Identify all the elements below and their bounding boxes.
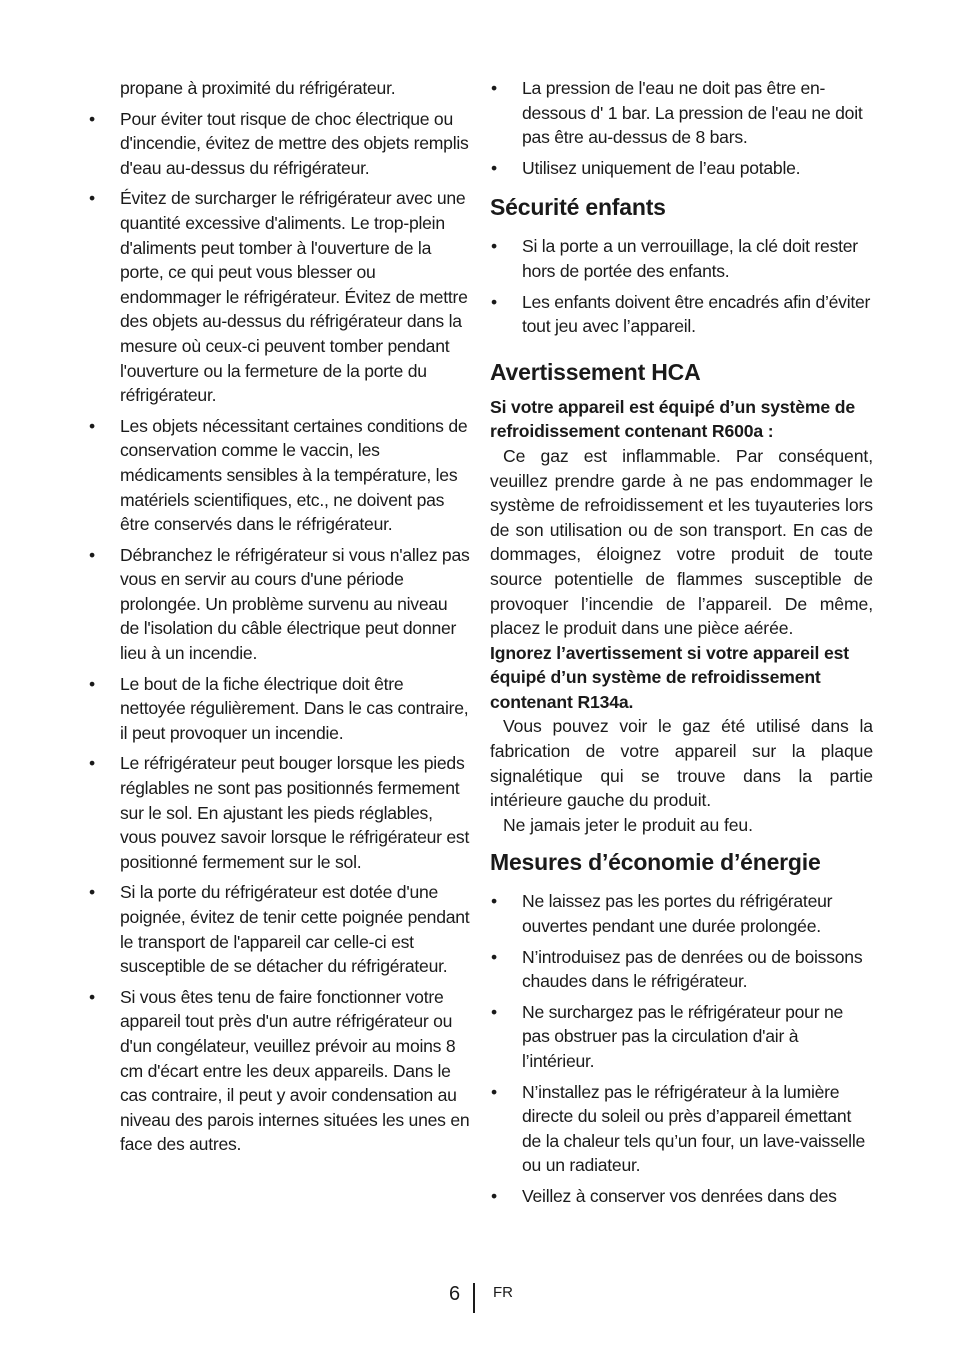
bullet-icon: • (491, 1081, 497, 1102)
bullet-icon: • (491, 1185, 497, 1206)
list-item: • Ne laissez pas les portes du réfrigérateur ouvertes pendant une durée prolongée. (491, 891, 833, 937)
list-item: • Les objets nécessitant certaines conditions de conservation comme le vaccin, les médicaments sensibles à la température, les matériels scientifiques, etc., ne doivent pas être conservés dans le réfrigérateur. (89, 415, 468, 535)
list-item: • Évitez de surcharger le réfrigérateur avec une quantité excessive d'aliments. Le trop-plein d'aliments peut tomber à l'ouverture de la porte, ce qui peut vous blesser ou endommager le réfrigérateur. Évitez de mettre des objets au-dessus du réfrigérateur dans la mesure où ceux-ci peuvent tomber pendant l'ouverture ou la fermeture de la porte du réfrigérateur. (89, 188, 468, 406)
bullet-icon: • (491, 291, 497, 312)
list-item: • N’introduisez pas de denrées ou de boissons chaudes dans le réfrigérateur. (491, 946, 863, 992)
bullet-icon: • (89, 673, 95, 694)
list-item: • Débranchez le réfrigérateur si vous n'allez pas vous en servir au cours d'une période prolongée. Un problème survenu au niveau de l'isolation du câble électrique peut donner lieu à un incendie. (89, 544, 470, 664)
energie-bullet-list (490, 889, 873, 1208)
list-item: • Si la porte a un verrouillage, la clé doit rester hors de portée des enfants. (491, 236, 858, 281)
securite-bullet-list (490, 234, 873, 338)
hca-paragraph: Vous pouvez voir le gaz été utilisé dans la fabrication de votre appareil sur la plaque signalétique qui se trouve dans la partie intérieure gauche du produit. (490, 716, 873, 811)
hca-paragraph: Ce gaz est inflammable. Par conséquent, veuillez prendre garde à ne pas endommager le système de refroidissement et les tuyauteries lors de son utilisation ou de son transport. En cas de dommages, éloignez votre produit de toute source potentielle de flammes susceptible de provoquer l’incendie de l’appareil. De même, placez le produit dans une pièce aérée. (490, 445, 873, 639)
water-bullet-list (490, 76, 873, 180)
list-item: • Le bout de la fiche électrique doit être nettoyée régulièrement. Dans le cas contraire, il peut provoquer un incendie. (89, 673, 469, 743)
list-item: • Veillez à conserver vos denrées dans des (490, 1184, 873, 1209)
bullet-icon: • (491, 1001, 497, 1022)
bullet-icon: • (491, 157, 497, 178)
bullet-icon: • (89, 415, 95, 436)
language-code: FR (493, 1284, 513, 1301)
bullet-icon: • (89, 188, 95, 209)
hca-bold-note: Ignorez l’avertissement si votre appareil est équipé d’un système de refroidissement contenant R134a. (490, 642, 849, 712)
footer-divider (473, 1283, 475, 1313)
bullet-icon: • (89, 986, 95, 1007)
list-item: • La pression de l'eau ne doit pas être en-dessous d' 1 bar. La pression de l'eau ne doit pas être au-dessus de 8 bars. (491, 78, 863, 148)
safety-bullet-list (88, 107, 470, 1157)
section-heading-avertissement-hca: Avertissement HCA (490, 358, 701, 385)
page-footer (0, 1283, 954, 1313)
list-item: • Si la porte du réfrigérateur est dotée d'une poignée, évitez de tenir cette poignée pendant le transport de l'appareil car celle-ci est susceptible de se détacher du réfrigérateur. (89, 882, 470, 977)
bullet-icon: • (89, 108, 95, 129)
list-item: • Le réfrigérateur peut bouger lorsque les pieds réglables ne sont pas positionnés fermement sur le sol. En ajustant les pieds réglables, vous pouvez savoir lorsque le réfrigérateur est positionné fermement sur le sol. (89, 753, 470, 872)
bullet-icon: • (89, 753, 95, 774)
list-item: • Utilisez uniquement de l’eau potable. (490, 156, 873, 181)
list-item: • Pour éviter tout risque de choc électrique ou d'incendie, évitez de mettre des objets remplis d'eau au-dessus du réfrigérateur. (89, 108, 469, 178)
list-item: • N’installez pas le réfrigérateur à la lumière directe du soleil ou près d’appareil émettant de la chaleur tels qu’un four, un lave-vaisselle ou un radiateur. (491, 1081, 866, 1176)
left-column (88, 76, 470, 1163)
continuation-text: propane à proximité du réfrigérateur. (120, 78, 396, 98)
bullet-icon: • (89, 544, 95, 565)
list-item: • Les enfants doivent être encadrés afin d’éviter tout jeu avec l’appareil. (491, 291, 871, 337)
right-column (490, 76, 873, 1215)
section-heading-economie-energie: Mesures d’économie d’énergie (490, 849, 821, 876)
bullet-icon: • (491, 891, 497, 912)
list-item: • Ne surchargez pas le réfrigérateur pour ne pas obstruer pas la circulation d'air à l’intérieur. (491, 1001, 844, 1071)
hca-bold-intro: Si votre appareil est équipé d’un système de refroidissement contenant R600a : (490, 396, 855, 442)
bullet-icon: • (491, 78, 497, 98)
hca-paragraph: Ne jamais jeter le produit au feu. (503, 814, 753, 835)
section-heading-securite-enfants: Sécurité enfants (490, 194, 666, 221)
list-item: • Si vous êtes tenu de faire fonctionner votre appareil tout près d'un autre réfrigérateur ou d'un congélateur, veuillez prévoir au moins 8 cm d'écart entre les deux appareils. Dans le cas contraire, il peut y avoir condensation au niveau des parois internes situées les unes en face des autres. (89, 986, 470, 1155)
bullet-icon: • (89, 882, 95, 903)
bullet-icon: • (491, 946, 497, 967)
bullet-icon: • (491, 236, 497, 257)
page-number: 6 (449, 1283, 461, 1305)
